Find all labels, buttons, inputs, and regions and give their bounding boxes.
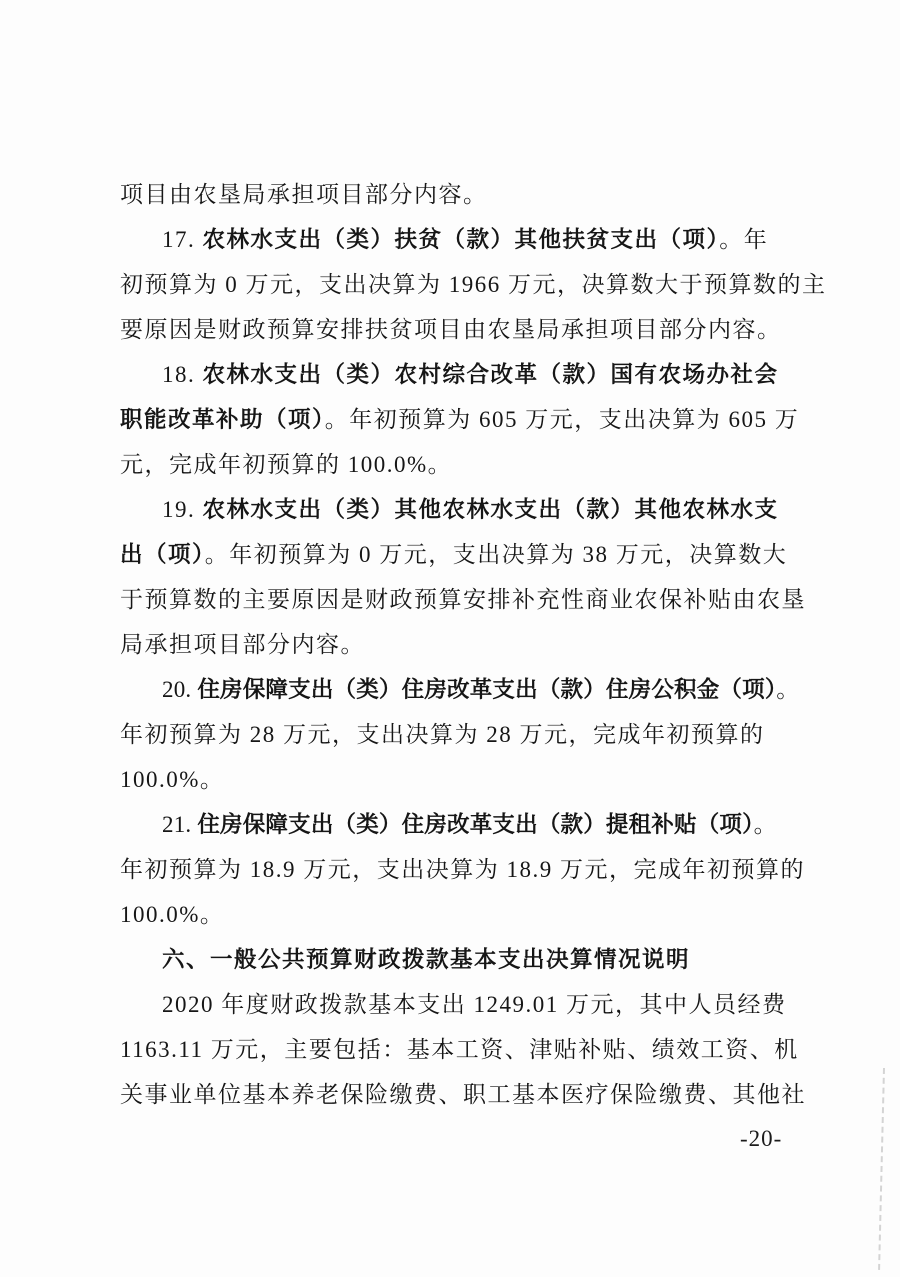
text-line [120, 712, 792, 757]
item-heading: 出（项） [120, 542, 205, 567]
text-line-item-21 [120, 802, 792, 847]
text-run: 关事业单位基本养老保险缴费、职工基本医疗保险缴费、其他社 [120, 1082, 806, 1107]
text-run: 。年初预算为 605 万元，支出决算为 605 万 [324, 407, 800, 432]
text-run: 2020 年度财政拨款基本支出 1249.01 万元，其中人员经费 [162, 992, 787, 1017]
text-line [120, 172, 792, 217]
text-run: 年初预算为 18.9 万元，支出决算为 18.9 万元，完成年初预算的 [120, 857, 805, 882]
item-heading: 住房保障支出（类）住房改革支出（款）提租补贴（项） [197, 812, 754, 837]
section-heading-text: 六、一般公共预算财政拨款基本支出决算情况说明 [162, 947, 691, 972]
text-line [120, 397, 800, 442]
text-run: 年初预算为 28 万元，支出决算为 28 万元，完成年初预算的 [120, 722, 765, 747]
item-number: 18. [162, 362, 203, 387]
text-line-item-17 [120, 217, 792, 262]
text-run: 项目由农垦局承担项目部分内容。 [120, 182, 488, 207]
text-line [120, 982, 792, 1027]
text-line [120, 307, 792, 352]
text-line [120, 847, 805, 892]
text-line [120, 892, 792, 937]
item-heading: 职能改革补助（项） [120, 407, 325, 432]
section-heading [120, 937, 792, 982]
item-number: 19. [162, 497, 203, 522]
text-line [120, 1072, 806, 1117]
text-line [120, 757, 792, 802]
text-line [120, 262, 827, 307]
text-line-item-20 [120, 667, 800, 712]
text-run: 100.0%。 [120, 902, 225, 927]
text-line-item-18 [120, 352, 792, 397]
document-body [120, 172, 827, 1117]
item-heading: 住房保障支出（类）住房改革支出（款）住房公积金（项） [197, 677, 777, 702]
item-heading: 农林水支出（类）扶贫（款）其他扶贫支出（项） [202, 227, 720, 252]
text-run: 局承担项目部分内容。 [120, 632, 365, 657]
text-run: 元，完成年初预算的 100.0%。 [120, 452, 453, 477]
text-run: 要原因是财政预算安排扶贫项目由农垦局承担项目部分内容。 [120, 317, 782, 342]
text-line [120, 532, 792, 577]
text-run: 。 [753, 812, 777, 837]
text-run: 。 [776, 677, 800, 702]
item-number: 20. [162, 677, 198, 702]
scan-artifact-dashed-line [878, 1068, 885, 1270]
text-run: 1163.11 万元，主要包括：基本工资、津贴补贴、绩效工资、机 [120, 1037, 799, 1062]
text-line [120, 577, 806, 622]
item-number: 17. [162, 227, 203, 252]
text-line [120, 442, 792, 487]
text-run: 于预算数的主要原因是财政预算安排补充性商业农保补贴由农垦 [120, 587, 806, 612]
text-line-item-19 [120, 487, 792, 532]
text-line [120, 622, 792, 667]
item-number: 21. [162, 812, 198, 837]
item-heading: 农林水支出（类）农村综合改革（款）国有农场办社会 [202, 362, 779, 387]
text-run: 初预算为 0 万元，支出决算为 1966 万元，决算数大于预算数的主 [120, 272, 827, 297]
text-run: 。年初预算为 0 万元，支出决算为 38 万元，决算数大 [204, 542, 788, 567]
text-run: 。年 [719, 227, 769, 252]
page-number: -20- [740, 1126, 783, 1151]
text-run: 100.0%。 [120, 767, 225, 792]
item-heading: 农林水支出（类）其他农林水支出（款）其他农林水支 [202, 497, 779, 522]
text-line [120, 1027, 799, 1072]
